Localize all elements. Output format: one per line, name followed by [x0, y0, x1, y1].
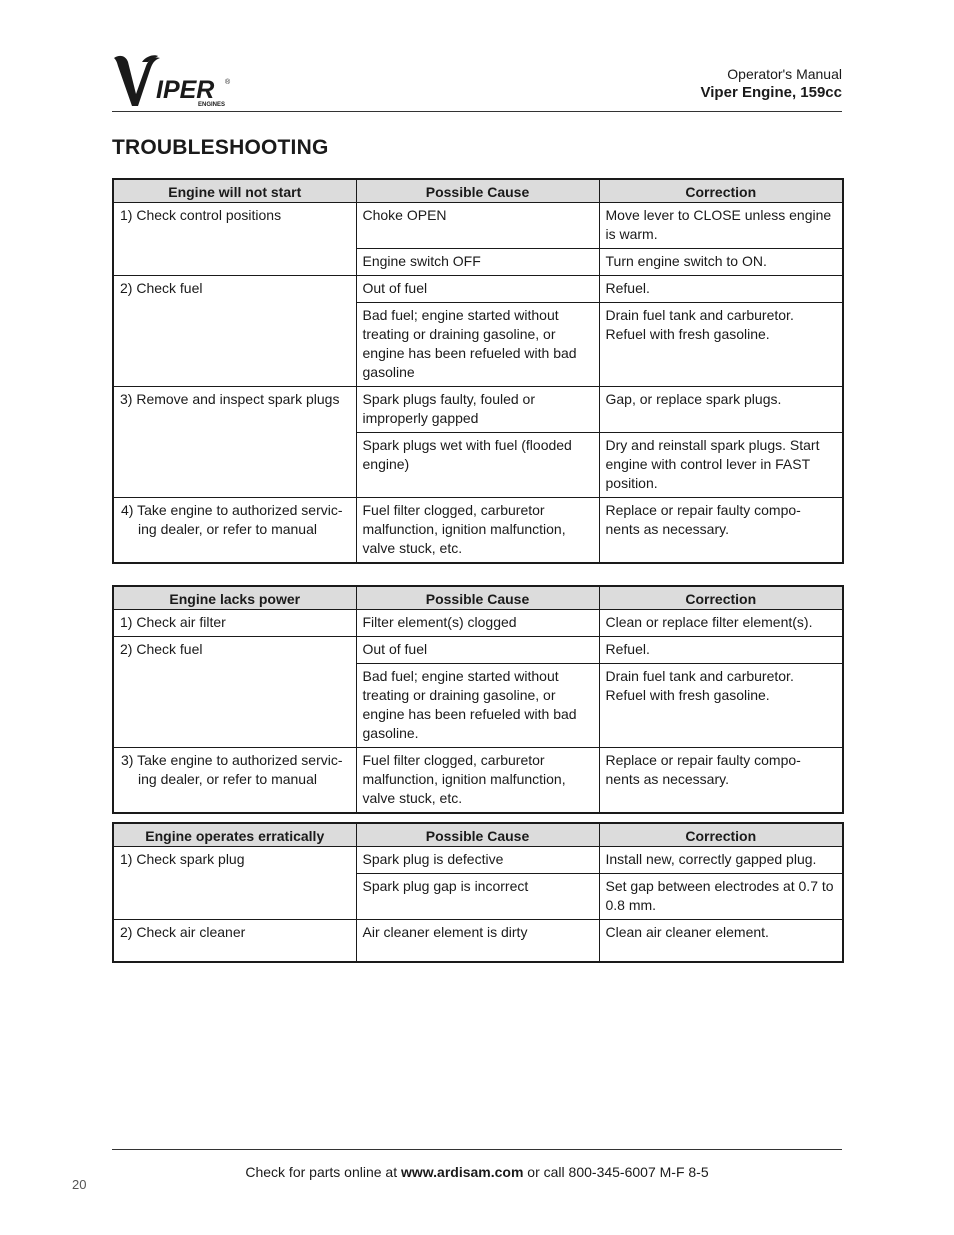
header-cause: Possible Cause — [356, 823, 599, 846]
check-cell: 2) Check air cleaner — [113, 919, 356, 962]
table-row — [113, 275, 843, 302]
viper-logo — [112, 52, 232, 108]
document-meta — [701, 66, 842, 103]
correction-cell: Refuel. — [599, 636, 843, 663]
table-header-row — [113, 823, 843, 846]
cause-cell: Bad fuel; engine started without treating or draining gasoline, or engine has been refueled with bad gasoline — [356, 302, 599, 386]
footer-suffix: or call 800-345-6007 M-F 8-5 — [523, 1164, 709, 1180]
table-operates-erratically — [112, 822, 844, 963]
check-cell: 3) Take engine to authorized servic- ing dealer, or refer to manual — [113, 747, 356, 813]
check-cell: 1) Check spark plug — [113, 846, 356, 919]
table-row — [113, 747, 843, 813]
correction-cell: Drain fuel tank and carburetor. Refuel with fresh gasoline. — [599, 663, 843, 747]
footer-url-link[interactable]: www.ardisam.com — [401, 1164, 524, 1180]
header-correction: Correction — [599, 823, 843, 846]
correction-cell: Replace or repair faulty compo- nents as necessary. — [599, 497, 843, 563]
page-header — [112, 50, 842, 112]
correction-cell: Move lever to CLOSE unless engine is warm. — [599, 202, 843, 248]
table-header-row — [113, 179, 843, 202]
cause-cell: Out of fuel — [356, 275, 599, 302]
svg-text:IPER: IPER — [156, 76, 215, 104]
table-row — [113, 609, 843, 636]
table-row — [113, 202, 843, 248]
table-row — [113, 846, 843, 873]
page-footer — [112, 1149, 842, 1180]
correction-cell: Clean air cleaner element. — [599, 919, 843, 962]
cause-cell: Spark plug is defective — [356, 846, 599, 873]
table-row — [113, 497, 843, 563]
table-row — [113, 919, 843, 962]
footer-prefix: Check for parts online at — [245, 1164, 401, 1180]
cause-cell: Choke OPEN — [356, 202, 599, 248]
header-symptom: Engine operates erratically — [113, 823, 356, 846]
correction-cell: Install new, correctly gapped plug. — [599, 846, 843, 873]
header-correction: Correction — [599, 586, 843, 609]
footer-text — [112, 1164, 842, 1180]
table-row — [113, 636, 843, 663]
header-symptom: Engine will not start — [113, 179, 356, 202]
check-cell: 2) Check fuel — [113, 636, 356, 747]
page-number: 20 — [72, 1177, 87, 1192]
header-cause: Possible Cause — [356, 586, 599, 609]
correction-cell: Dry and reinstall spark plugs. Start engine with control lever in FAST position. — [599, 432, 843, 497]
cause-cell: Out of fuel — [356, 636, 599, 663]
correction-cell: Replace or repair faulty compo- nents as necessary. — [599, 747, 843, 813]
cause-cell: Spark plug gap is incorrect — [356, 873, 599, 919]
svg-text:®: ® — [225, 79, 231, 86]
table-row — [113, 386, 843, 432]
cause-cell: Spark plugs faulty, fouled or improperly gapped — [356, 386, 599, 432]
check-cell: 1) Check air filter — [113, 609, 356, 636]
cause-cell: Fuel filter clogged, carburetor malfunction, ignition malfunction, valve stuck, etc. — [356, 497, 599, 563]
table-will-not-start — [112, 178, 844, 564]
check-cell: 1) Check control positions — [113, 202, 356, 275]
cause-cell: Fuel filter clogged, carburetor malfunction, ignition malfunction, valve stuck, etc. — [356, 747, 599, 813]
header-symptom: Engine lacks power — [113, 586, 356, 609]
section-title: TROUBLESHOOTING — [112, 136, 329, 159]
table-header-row — [113, 586, 843, 609]
correction-cell: Clean or replace filter element(s). — [599, 609, 843, 636]
correction-cell: Gap, or replace spark plugs. — [599, 386, 843, 432]
cause-cell: Spark plugs wet with fuel (flooded engine) — [356, 432, 599, 497]
cause-cell: Engine switch OFF — [356, 248, 599, 275]
cause-cell: Bad fuel; engine started without treating or draining gasoline, or engine has been refueled with bad gasoline. — [356, 663, 599, 747]
correction-cell: Drain fuel tank and carburetor. Refuel with fresh gasoline. — [599, 302, 843, 386]
svg-text:ENGINES: ENGINES — [198, 102, 226, 108]
document-type: Operator's Manual — [727, 66, 842, 82]
table-lacks-power — [112, 585, 844, 814]
header-cause: Possible Cause — [356, 179, 599, 202]
cause-cell: Filter element(s) clogged — [356, 609, 599, 636]
correction-cell: Set gap between electrodes at 0.7 to 0.8 mm. — [599, 873, 843, 919]
document-model: Viper Engine, 159cc — [700, 84, 842, 101]
cause-cell: Air cleaner element is dirty — [356, 919, 599, 962]
correction-cell: Turn engine switch to ON. — [599, 248, 843, 275]
check-cell: 2) Check fuel — [113, 275, 356, 386]
check-cell: 3) Remove and inspect spark plugs — [113, 386, 356, 497]
header-correction: Correction — [599, 179, 843, 202]
correction-cell: Refuel. — [599, 275, 843, 302]
check-cell: 4) Take engine to authorized servic- ing dealer, or refer to manual — [113, 497, 356, 563]
